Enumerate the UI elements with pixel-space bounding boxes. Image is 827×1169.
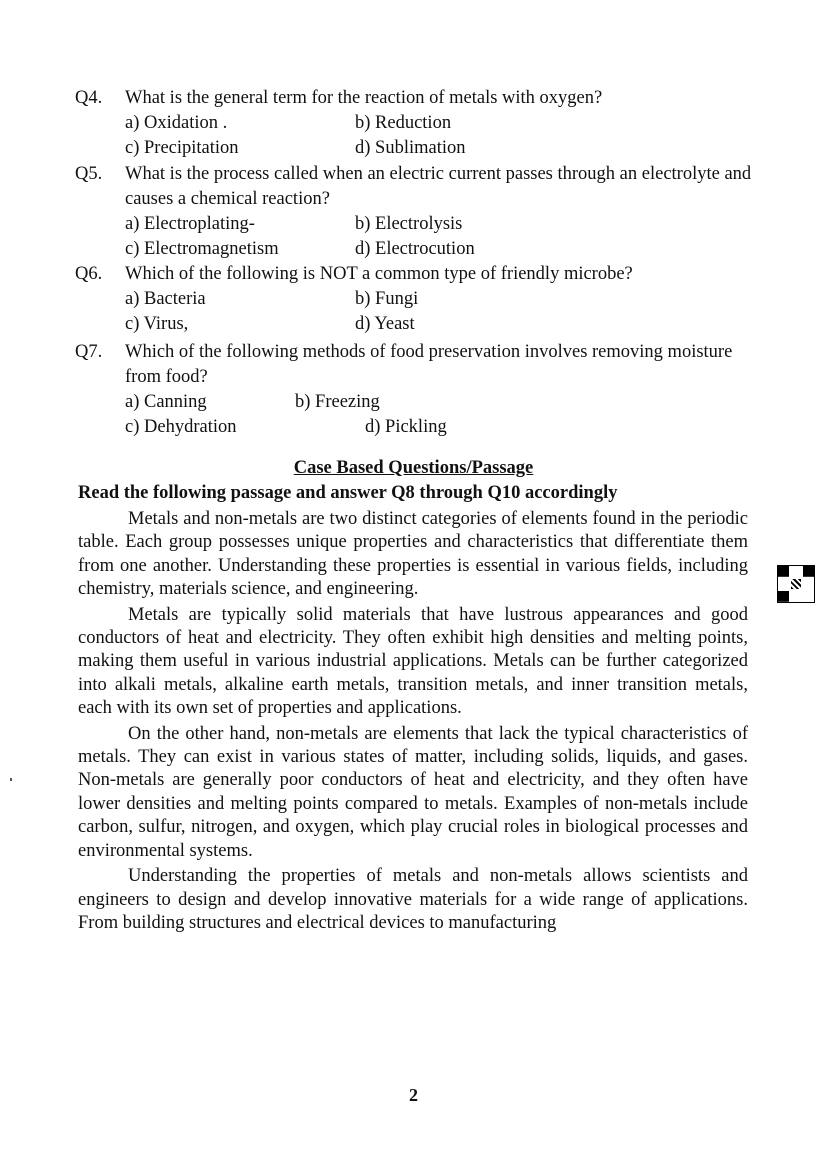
option-c: c) Electromagnetism: [125, 239, 279, 259]
option-c: c) Virus,: [125, 314, 189, 334]
option-c: c) Precipitation: [125, 138, 239, 158]
option-d: d) Electrocution: [355, 239, 475, 259]
qr-code: [777, 565, 815, 603]
option-a: a) Oxidation .: [125, 113, 228, 133]
options: [125, 111, 765, 161]
page-number: 2: [409, 1085, 418, 1105]
option-c: c) Dehydration: [125, 417, 237, 437]
scan-speck: [10, 778, 12, 781]
passage-paragraph: On the other hand, non-metals are elements that lack the typical characteristics of metals. They can exist in various states of matter, including solids, liquids, and gases. Non-metals are generally poor conductors of heat and electricity, and they often have lower densities and melting points compared to metals. Examples of non-metals include carbon, sulfur, nitrogen, and oxygen, which play crucial roles in biological processes and environmental systems.: [78, 723, 748, 861]
options: [125, 390, 765, 440]
option-b: b) Reduction: [355, 113, 452, 133]
options: [125, 287, 765, 337]
passage-paragraph: Understanding the properties of metals and non-metals allows scientists and engineers to design and develop innovative materials for a wide range of applications. From building structures and electrical devices to manufacturing: [78, 866, 748, 933]
option-d: d) Pickling: [365, 417, 447, 437]
option-b: b) Freezing: [295, 392, 380, 412]
passage-paragraph: Metals are typically solid materials that have lustrous appearances and good conductors of heat and electricity. They often exhibit high densities and melting points, making them useful in various industrial applications. Metals can be further categorized into alkali metals, alkaline earth metals, transition metals, and inner transition metals, each with its own set of properties and applications.: [78, 604, 748, 719]
option-b: b) Fungi: [355, 289, 419, 309]
question-q5: [75, 162, 765, 262]
question-text: Which of the following methods of food preservation involves removing moisture from food?: [125, 342, 733, 387]
option-a: a) Bacteria: [125, 289, 206, 309]
question-text: What is the general term for the reaction of metals with oxygen?: [125, 88, 603, 108]
passage-instruction: Read the following passage and answer Q8 through Q10 accordingly: [78, 483, 618, 503]
option-b: b) Electrolysis: [355, 214, 463, 234]
question-text: What is the process called when an electric current passes through an electrolyte and causes a chemical reaction?: [125, 164, 752, 209]
question-number: Q5.: [75, 164, 103, 184]
passage-paragraph: Metals and non-metals are two distinct categories of elements found in the periodic table. Each group possesses unique properties and characteristics that differentiate them from one another. Understanding these properties is essential in various fields, including chemistry, materials science, and engineering.: [78, 509, 748, 600]
question-number: Q6.: [75, 264, 103, 284]
passage: [78, 508, 748, 937]
option-d: d) Yeast: [355, 314, 415, 334]
section-heading: Case Based Questions/Passage: [293, 458, 534, 478]
question-q6: [75, 262, 765, 337]
option-a: a) Electroplating-: [125, 214, 255, 234]
options: [125, 212, 765, 262]
option-a: a) Canning: [125, 392, 207, 412]
question-q4: [75, 86, 765, 161]
question-number: Q4.: [75, 88, 103, 108]
question-q7: [75, 340, 765, 440]
option-d: d) Sublimation: [355, 138, 466, 158]
question-number: Q7.: [75, 342, 103, 362]
question-text: Which of the following is NOT a common type of friendly microbe?: [125, 264, 633, 284]
